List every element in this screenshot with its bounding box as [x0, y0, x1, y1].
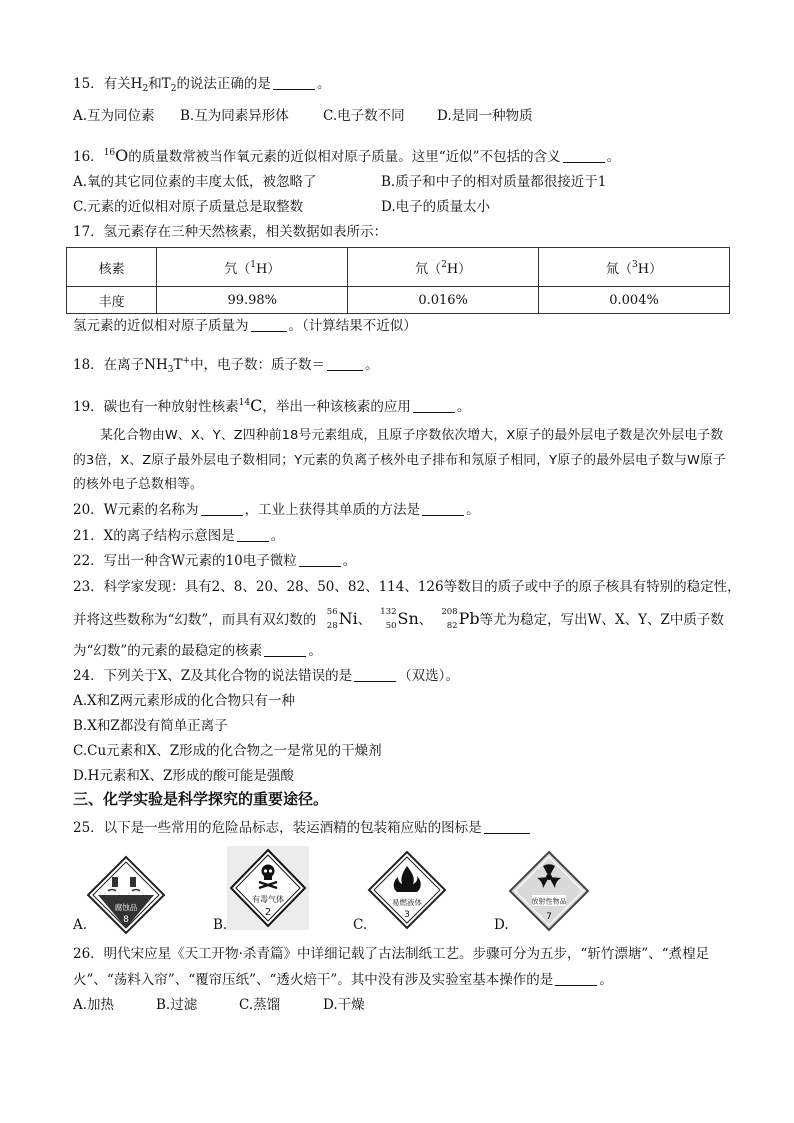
- q15-option-b[interactable]: B.互为同素异形体: [180, 108, 289, 124]
- pb-mass: 208: [441, 607, 458, 617]
- protium-close: ）: [267, 261, 281, 277]
- q17-after-a: 氢元素的近似相对原子质量为: [73, 318, 249, 334]
- q26-option-d[interactable]: D.干燥: [323, 997, 365, 1013]
- pb-symbol: Pb: [458, 609, 480, 628]
- q15-tail: 。: [316, 76, 331, 92]
- flame-number: 3: [404, 910, 410, 920]
- q23-line3a: 为“幻数”的元素的最稳定的核素: [73, 643, 263, 659]
- pb-atomic-number: 82: [446, 621, 458, 631]
- q18-text: 18．在离子NH: [73, 357, 168, 373]
- q15-text: 15．有关H: [73, 76, 143, 92]
- q23-line3: [73, 641, 322, 661]
- q26-line1: 26．明代宋应星《天工开物·杀青篇》中详细记载了古法制纸工艺。步骤可分为五步，“斩竹漂塘”、“煮楻足: [73, 946, 710, 962]
- deuterium-symbol: H: [446, 261, 459, 277]
- q18-sub: 3: [167, 365, 174, 375]
- toxic-gas-label: 有毒气体: [252, 895, 284, 904]
- q22-stem: [73, 551, 356, 571]
- q22-a: 22．写出一种含W元素的10电子微粒: [73, 553, 297, 569]
- q16-option-a[interactable]: A.氧的其它同位素的丰度太低，被忽略了: [73, 174, 317, 190]
- sn-atomic-number: 50: [385, 621, 397, 631]
- q21-b: 。: [270, 528, 285, 544]
- q23-line2: [73, 608, 724, 630]
- q19-answer-blank[interactable]: [413, 398, 455, 413]
- q15-answer-blank[interactable]: [273, 75, 315, 90]
- q23-line2b: 等尤为稳定，写出W、X、Y、Z中质子数: [479, 612, 724, 628]
- q23-sep-2: 、: [418, 612, 433, 628]
- q16-symbol: O: [115, 146, 129, 165]
- ni-isotope: [321, 608, 339, 630]
- q25-a: 25．以下是一些常用的危险品标志，装运酒精的包装箱应贴的图标是: [73, 820, 482, 836]
- q26-line2b: 。: [599, 972, 613, 988]
- q19-end: ，举出一种该核素的应用: [262, 399, 411, 415]
- protium-name: 氕（: [224, 261, 251, 277]
- q22-b: 。: [342, 553, 357, 569]
- q15-sub2: 2: [170, 84, 177, 94]
- q18-answer-blank[interactable]: [327, 356, 363, 371]
- q26-line2: [73, 970, 613, 990]
- q20-stem: [73, 500, 480, 520]
- q25-option-a[interactable]: A.: [73, 917, 88, 933]
- q16-mass: 16: [103, 148, 116, 158]
- nuclide-header-cell: 核素: [67, 248, 157, 287]
- nuclide-table-header: [67, 248, 730, 287]
- abundance-tritium: 0.004%: [539, 287, 730, 314]
- toxic-gas-icon[interactable]: [227, 846, 309, 930]
- q16-stem: [73, 143, 620, 167]
- abundance-deuterium: 0.016%: [348, 287, 539, 314]
- q24-answer-blank[interactable]: [354, 667, 396, 682]
- q20-answer-blank-1[interactable]: [201, 501, 243, 516]
- nuclide-header-protium: [157, 248, 348, 287]
- q20-b: ，工业上获得其单质的方法是: [244, 502, 421, 518]
- pb-isotope: [437, 608, 459, 630]
- q16-num: 16．: [73, 149, 104, 165]
- q17-after-b: 。（计算结果不近似）: [288, 318, 417, 334]
- q26-option-c[interactable]: C.蒸馏: [239, 997, 281, 1013]
- abundance-protium: 99.98%: [157, 287, 348, 314]
- q17-answer-blank[interactable]: [251, 317, 287, 332]
- q26-answer-blank[interactable]: [555, 971, 597, 986]
- tritium-name: 氚（: [605, 261, 632, 277]
- corrosive-icon[interactable]: [86, 855, 166, 935]
- q16-answer-blank[interactable]: [563, 148, 605, 163]
- q24-option-a[interactable]: A.X和Z两元素形成的化合物只有一种: [73, 693, 296, 709]
- q15-mid: 和T: [148, 76, 171, 92]
- q25-option-d[interactable]: D.: [494, 917, 509, 933]
- q15-sub1: 2: [142, 84, 149, 94]
- ni-atomic-number: 28: [326, 621, 338, 631]
- sn-symbol: Sn: [397, 609, 419, 628]
- q16-option-c[interactable]: C.元素的近似相对原子质量总是取整数: [73, 199, 304, 215]
- q24-stem: [73, 666, 459, 686]
- tritium-symbol: H: [637, 261, 650, 277]
- q26-option-b[interactable]: B.过滤: [156, 997, 198, 1013]
- abundance-label: 丰度: [67, 287, 157, 314]
- q26-line2a: 火”、“荡料入帘”、“覆帘压纸”、“透火焙干”。其中没有涉及实验室基本操作的是: [73, 972, 554, 988]
- q15-option-c[interactable]: C.电子数不同: [323, 108, 405, 124]
- q19-mass: 14: [238, 398, 251, 408]
- nuclide-header-deuterium: [348, 248, 539, 287]
- q16-text: 的质量数常被当作氧元素的近似相对原子质量。这里“近似”不包括的含义: [128, 149, 561, 165]
- sn-mass: 132: [380, 607, 397, 617]
- q25-answer-blank[interactable]: [484, 819, 530, 834]
- q24-a: 24．下列关于X、Z及其化合物的说法错误的是: [73, 668, 353, 684]
- q20-a: 20．W元素的名称为: [73, 502, 199, 518]
- q19-text: 19．碳也有一种放射性核素: [73, 399, 239, 415]
- q18-stem: [73, 351, 379, 380]
- deuterium-mass: 2: [441, 259, 447, 270]
- deuterium-close: ）: [458, 261, 472, 277]
- q19-stem: [73, 393, 470, 417]
- tritium-close: ）: [649, 261, 663, 277]
- q15-option-a[interactable]: A.互为同位素: [73, 108, 155, 124]
- ni-mass: 56: [326, 607, 338, 617]
- corrosive-label: 腐蚀品: [114, 903, 138, 912]
- q18-mid: T: [173, 357, 183, 373]
- q15-option-d[interactable]: D.是同一种物质: [437, 108, 533, 124]
- flame-icon[interactable]: [367, 850, 447, 930]
- q23-answer-blank[interactable]: [264, 642, 306, 657]
- q15-end: 的说法正确的是: [176, 76, 271, 92]
- reading-passage: 某化合物由W、X、Y、Z四种前18号元素组成，且原子序数依次增大，X原子的最外层电子数是次外层电子数的3倍，X、Z原子最外层电子数相同；Y元素的负离子核外电子排布和氖原子相同，Y原子的最外层电子数与W原子的核外电子总数相等。: [73, 428, 727, 492]
- flame-label: 易燃液体: [392, 898, 422, 907]
- q19-tail: 。: [456, 399, 471, 415]
- q18-tail: 。: [365, 357, 379, 373]
- q26-option-a[interactable]: A.加热: [73, 997, 115, 1013]
- corrosive-number: 8: [123, 915, 129, 925]
- q18-sup: +: [182, 356, 191, 366]
- sn-isotope: [376, 608, 398, 630]
- deuterium-name: 氘（: [415, 261, 442, 277]
- toxic-gas-number: 2: [264, 907, 272, 918]
- q24-b: （双选）。: [398, 668, 459, 684]
- q24-option-c[interactable]: C.Cu元素和X、Z形成的化合物之一是常见的干燥剂: [73, 743, 382, 759]
- q15-stem: [73, 74, 330, 99]
- q23-line2a: 并将这些数称为“幻数”，而具有双幻数的: [73, 612, 317, 628]
- q18-end: 中，电子数：质子数＝: [190, 357, 326, 373]
- q16-tail: 。: [606, 149, 621, 165]
- q22-answer-blank[interactable]: [299, 552, 341, 567]
- q24-option-b[interactable]: B.X和Z都没有简单正离子: [73, 718, 228, 734]
- q19-symbol: C: [250, 396, 263, 415]
- radiation-label: 放射性物品: [531, 897, 567, 906]
- q21-answer-blank[interactable]: [237, 527, 269, 542]
- q20-c: 。: [466, 502, 480, 518]
- q17-stem: 17．氢元素存在三种天然核素，相关数据如表所示：: [73, 224, 388, 240]
- q16-option-b[interactable]: B.质子和中子的相对质量都很接近于1: [381, 174, 607, 190]
- q24-option-d[interactable]: D.H元素和X、Z形成的酸可能是强酸: [73, 768, 294, 784]
- radiation-icon[interactable]: [508, 850, 590, 932]
- q25-option-c[interactable]: C.: [353, 917, 368, 933]
- section-heading: 三、化学实验是科学探究的重要途径。: [73, 790, 329, 808]
- nuclide-table-row: [67, 287, 730, 314]
- q25-option-b[interactable]: B.: [213, 917, 228, 933]
- q25-stem: [73, 818, 532, 838]
- q21-a: 21．X的离子结构示意图是: [73, 528, 235, 544]
- q23-sep-1: 、: [357, 612, 372, 628]
- q20-answer-blank-2[interactable]: [422, 501, 464, 516]
- q21-stem: [73, 526, 284, 546]
- q23-line1: 23．科学家发现：具有2、8、20、28、50、82、114、126等数目的质子或中子的原子核具有特别的稳定性，: [73, 579, 741, 595]
- q23-line3b: 。: [308, 643, 322, 659]
- nuclide-header-tritium: [539, 248, 730, 287]
- ni-symbol: Ni: [338, 609, 358, 628]
- protium-mass: 1: [250, 259, 256, 270]
- q17-after: [73, 316, 417, 336]
- nuclide-table: [66, 247, 730, 314]
- q16-option-d[interactable]: D.电子的质量太小: [381, 199, 491, 215]
- radiation-number: 7: [546, 912, 552, 922]
- protium-symbol: H: [255, 261, 268, 277]
- tritium-mass: 3: [632, 259, 638, 270]
